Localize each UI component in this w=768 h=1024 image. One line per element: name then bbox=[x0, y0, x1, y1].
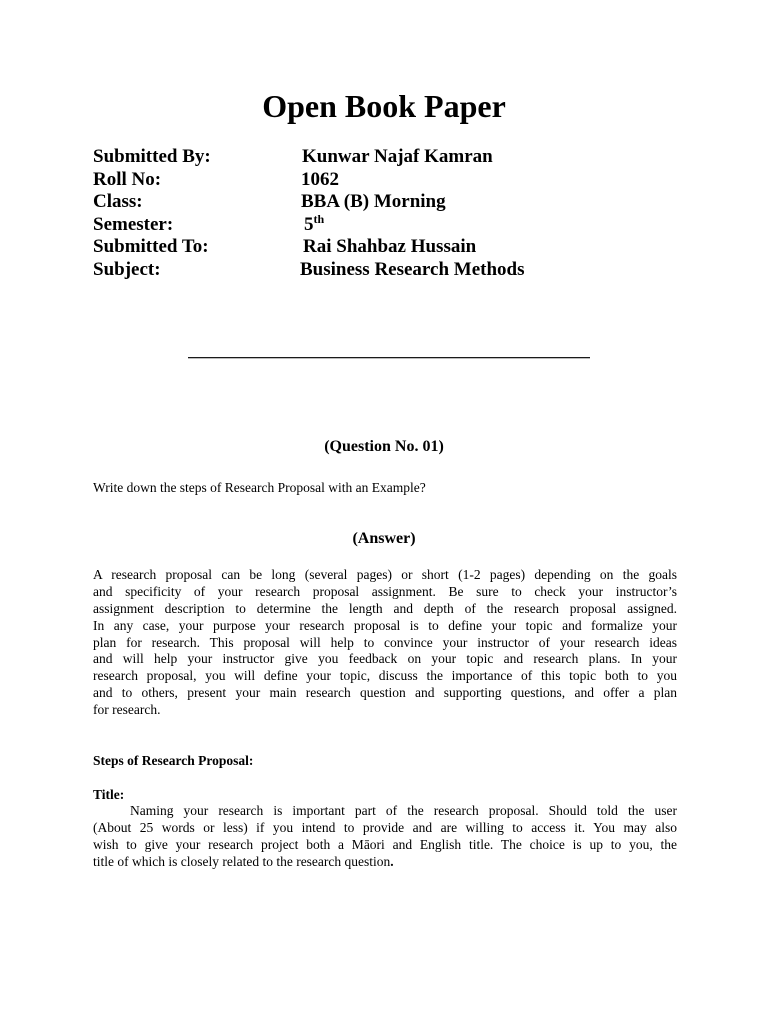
info-label: Subject: bbox=[93, 258, 161, 280]
paragraph-line: Naming your research is important part of the research proposal. Should told the user bbox=[130, 803, 677, 818]
answer-heading: (Answer) bbox=[352, 530, 416, 547]
info-row-roll-no bbox=[93, 169, 693, 192]
info-row-semester bbox=[93, 211, 693, 237]
submission-info bbox=[93, 146, 693, 281]
paragraph-line: and will help your instructor give you feedback on your topic and research plans. In your bbox=[93, 651, 677, 667]
paragraph-line: for research. bbox=[93, 702, 161, 718]
paragraph-line: A research proposal can be long (several pages) or short (1-2 pages) depending on the goals bbox=[93, 567, 677, 582]
info-value bbox=[304, 211, 325, 236]
paragraph-line: wish to give your research project both a Māori and English title. The choice is up to you, the bbox=[93, 836, 677, 852]
section-heading-steps: Steps of Research Proposal: bbox=[93, 753, 254, 768]
info-row-subject bbox=[93, 259, 693, 282]
info-value: BBA (B) Morning bbox=[301, 191, 446, 212]
paragraph-line: research proposal, you will define your topic, discuss the importance of this topic both to you bbox=[93, 668, 677, 684]
paragraph-line: plan for research. This proposal will help to convince your instructor of your research ideas bbox=[93, 634, 677, 650]
info-value: Business Research Methods bbox=[300, 258, 525, 280]
paragraph-line: assignment description to determine the length and depth of the research proposal assigned. bbox=[93, 600, 677, 616]
question-text: Write down the steps of Research Proposal with an Example? bbox=[93, 480, 426, 495]
horizontal-divider bbox=[188, 357, 590, 359]
paragraph-line-text: title of which is closely related to the research question bbox=[93, 853, 391, 869]
paragraph-line: In any case, your purpose your research proposal is to define your topic and formalize your bbox=[93, 617, 677, 633]
info-value: 1062 bbox=[301, 168, 339, 190]
question-heading: (Question No. 01) bbox=[324, 438, 444, 455]
info-row-class bbox=[93, 191, 693, 214]
title-paragraph bbox=[93, 803, 677, 871]
answer-paragraph bbox=[93, 567, 677, 719]
paragraph-line: (About 25 words or less) if you intend to provide and are willing to access it. You may also bbox=[93, 819, 677, 835]
paragraph-line: and specificity of your research proposal assignment. Be sure to check your instructor’s bbox=[93, 583, 677, 599]
ordinal-suffix: th bbox=[313, 211, 325, 226]
page-title: Open Book Paper bbox=[262, 88, 506, 124]
paragraph-line bbox=[93, 854, 677, 871]
paragraph-line: and to others, present your main research question and supporting questions, and offer a plan bbox=[93, 685, 677, 701]
semester-number: 5 bbox=[304, 213, 314, 235]
subsection-heading-title: Title: bbox=[93, 787, 125, 802]
info-label: Submitted To: bbox=[93, 236, 209, 257]
info-row-submitted-by bbox=[93, 146, 693, 169]
info-label: Semester: bbox=[93, 213, 174, 235]
info-row-submitted-to bbox=[93, 236, 693, 259]
info-value: Rai Shahbaz Hussain bbox=[303, 236, 477, 257]
info-label: Submitted By: bbox=[93, 146, 211, 167]
info-value: Kunwar Najaf Kamran bbox=[302, 146, 493, 167]
info-label: Roll No: bbox=[93, 168, 162, 190]
paragraph-end-period: . bbox=[390, 853, 394, 869]
info-label: Class: bbox=[93, 191, 143, 212]
